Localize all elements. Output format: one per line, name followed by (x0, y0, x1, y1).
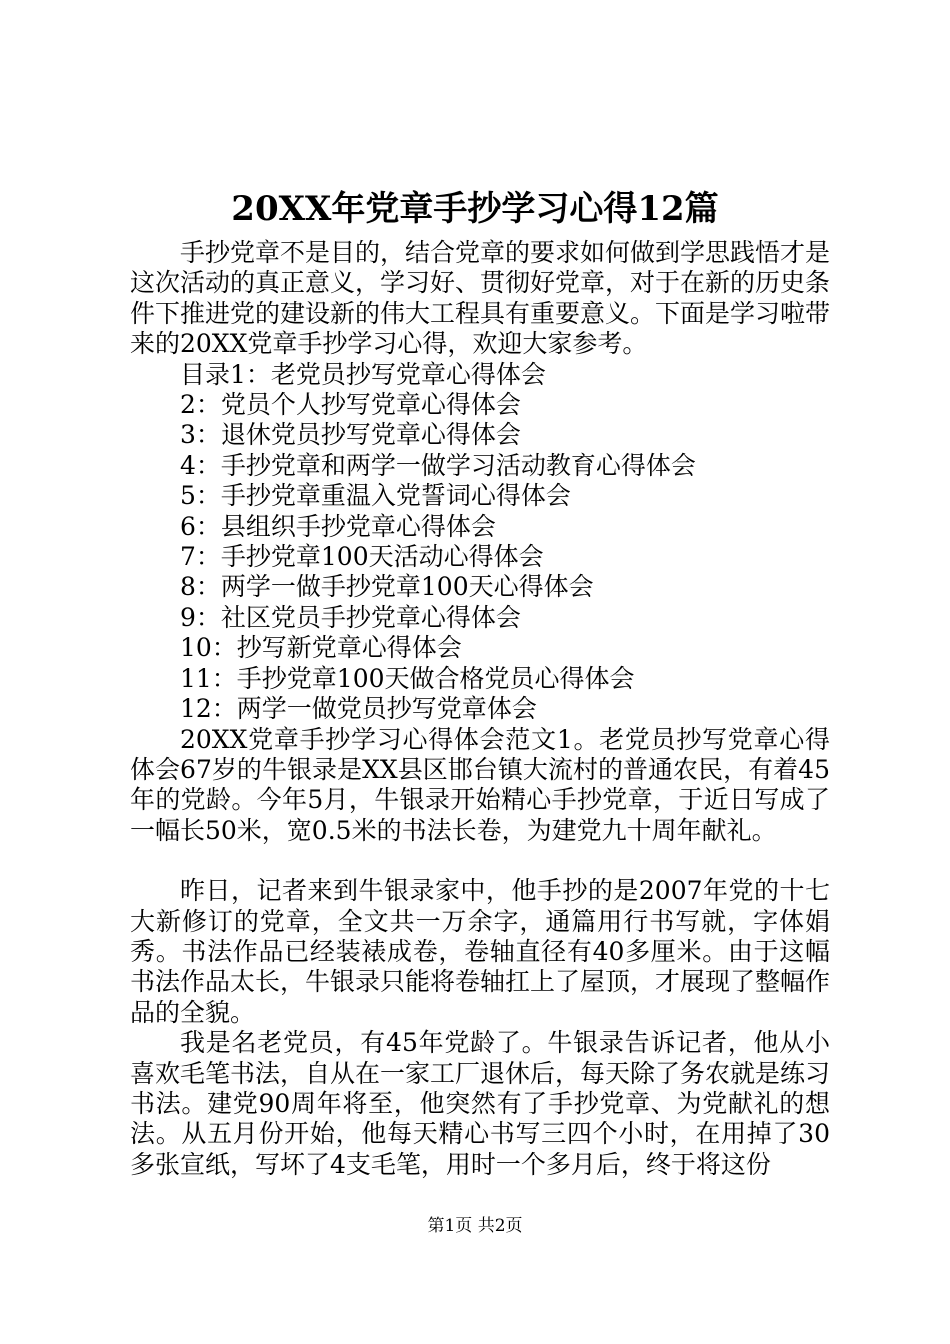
toc-item: 4：手抄党章和两学一做学习活动教育心得体会 (180, 450, 696, 480)
table-of-contents (130, 360, 830, 725)
body-paragraph: 我是名老党员，有45年党龄了。牛银录告诉记者，他从小喜欢毛笔书法，自从在一家工厂退休后，每天除了务农就是练习书法。建党90周年将至，他突然有了手抄党章、为党献礼的想法。从五月份开始，他每天精心书写三四个小时，在用掉了30多张宣纸，写坏了4支毛笔，用时一个多月后，终于将这份 (130, 1028, 831, 1179)
toc-item: 3：退休党员抄写党章心得体会 (180, 420, 521, 450)
toc-item: 10：抄写新党章心得体会 (180, 633, 462, 663)
toc-item: 7：手抄党章100天活动心得体会 (180, 542, 544, 572)
toc-item: 2：党员个人抄写党章心得体会 (180, 390, 521, 420)
toc-item: 9：社区党员手抄党章心得体会 (180, 602, 521, 632)
intro-paragraph: 手抄党章不是目的，结合党章的要求如何做到学思践悟才是这次活动的真正意义，学习好、贯彻好党章，对于在新的历史条件下推进党的建设新的伟大工程具有重要意义。下面是学习啦带来的20XX党章手抄学习心得，欢迎大家参考。 (130, 238, 831, 359)
toc-item: 11：手抄党章100天做合格党员心得体会 (180, 663, 635, 693)
toc-item: 8：两学一做手抄党章100天心得体会 (180, 572, 594, 602)
paragraph-spacer (130, 846, 830, 876)
page-number-footer: 第1页 共2页 (427, 1216, 523, 1236)
document-title: 20XX年党章手抄学习心得12篇 (231, 189, 719, 229)
body-paragraph: 20XX党章手抄学习心得体会范文1。老党员抄写党章心得体会67岁的牛银录是XX县区邯台镇大流村的普通农民，有着45年的党龄。今年5月，牛银录开始精心手抄党章，于近日写成了一幅长50米，宽0.5米的书法长卷，为建党九十周年献礼。 (130, 724, 830, 845)
body-paragraph: 昨日，记者来到牛银录家中，他手抄的是2007年党的十七大新修订的党章，全文共一万余字，通篇用行书写就，字体娟秀。书法作品已经装裱成卷，卷轴直径有40多厘米。由于这幅书法作品太长，牛银录只能将卷轴扛上了屋顶，才展现了整幅作品的全貌。 (130, 876, 831, 1027)
document-body (130, 238, 830, 1180)
toc-item: 目录1：老党员抄写党章心得体会 (180, 359, 546, 389)
toc-item: 6：县组织手抄党章心得体会 (180, 511, 496, 541)
toc-item: 12：两学一做党员抄写党章体会 (180, 694, 537, 724)
toc-item: 5：手抄党章重温入党誓词心得体会 (180, 481, 571, 511)
